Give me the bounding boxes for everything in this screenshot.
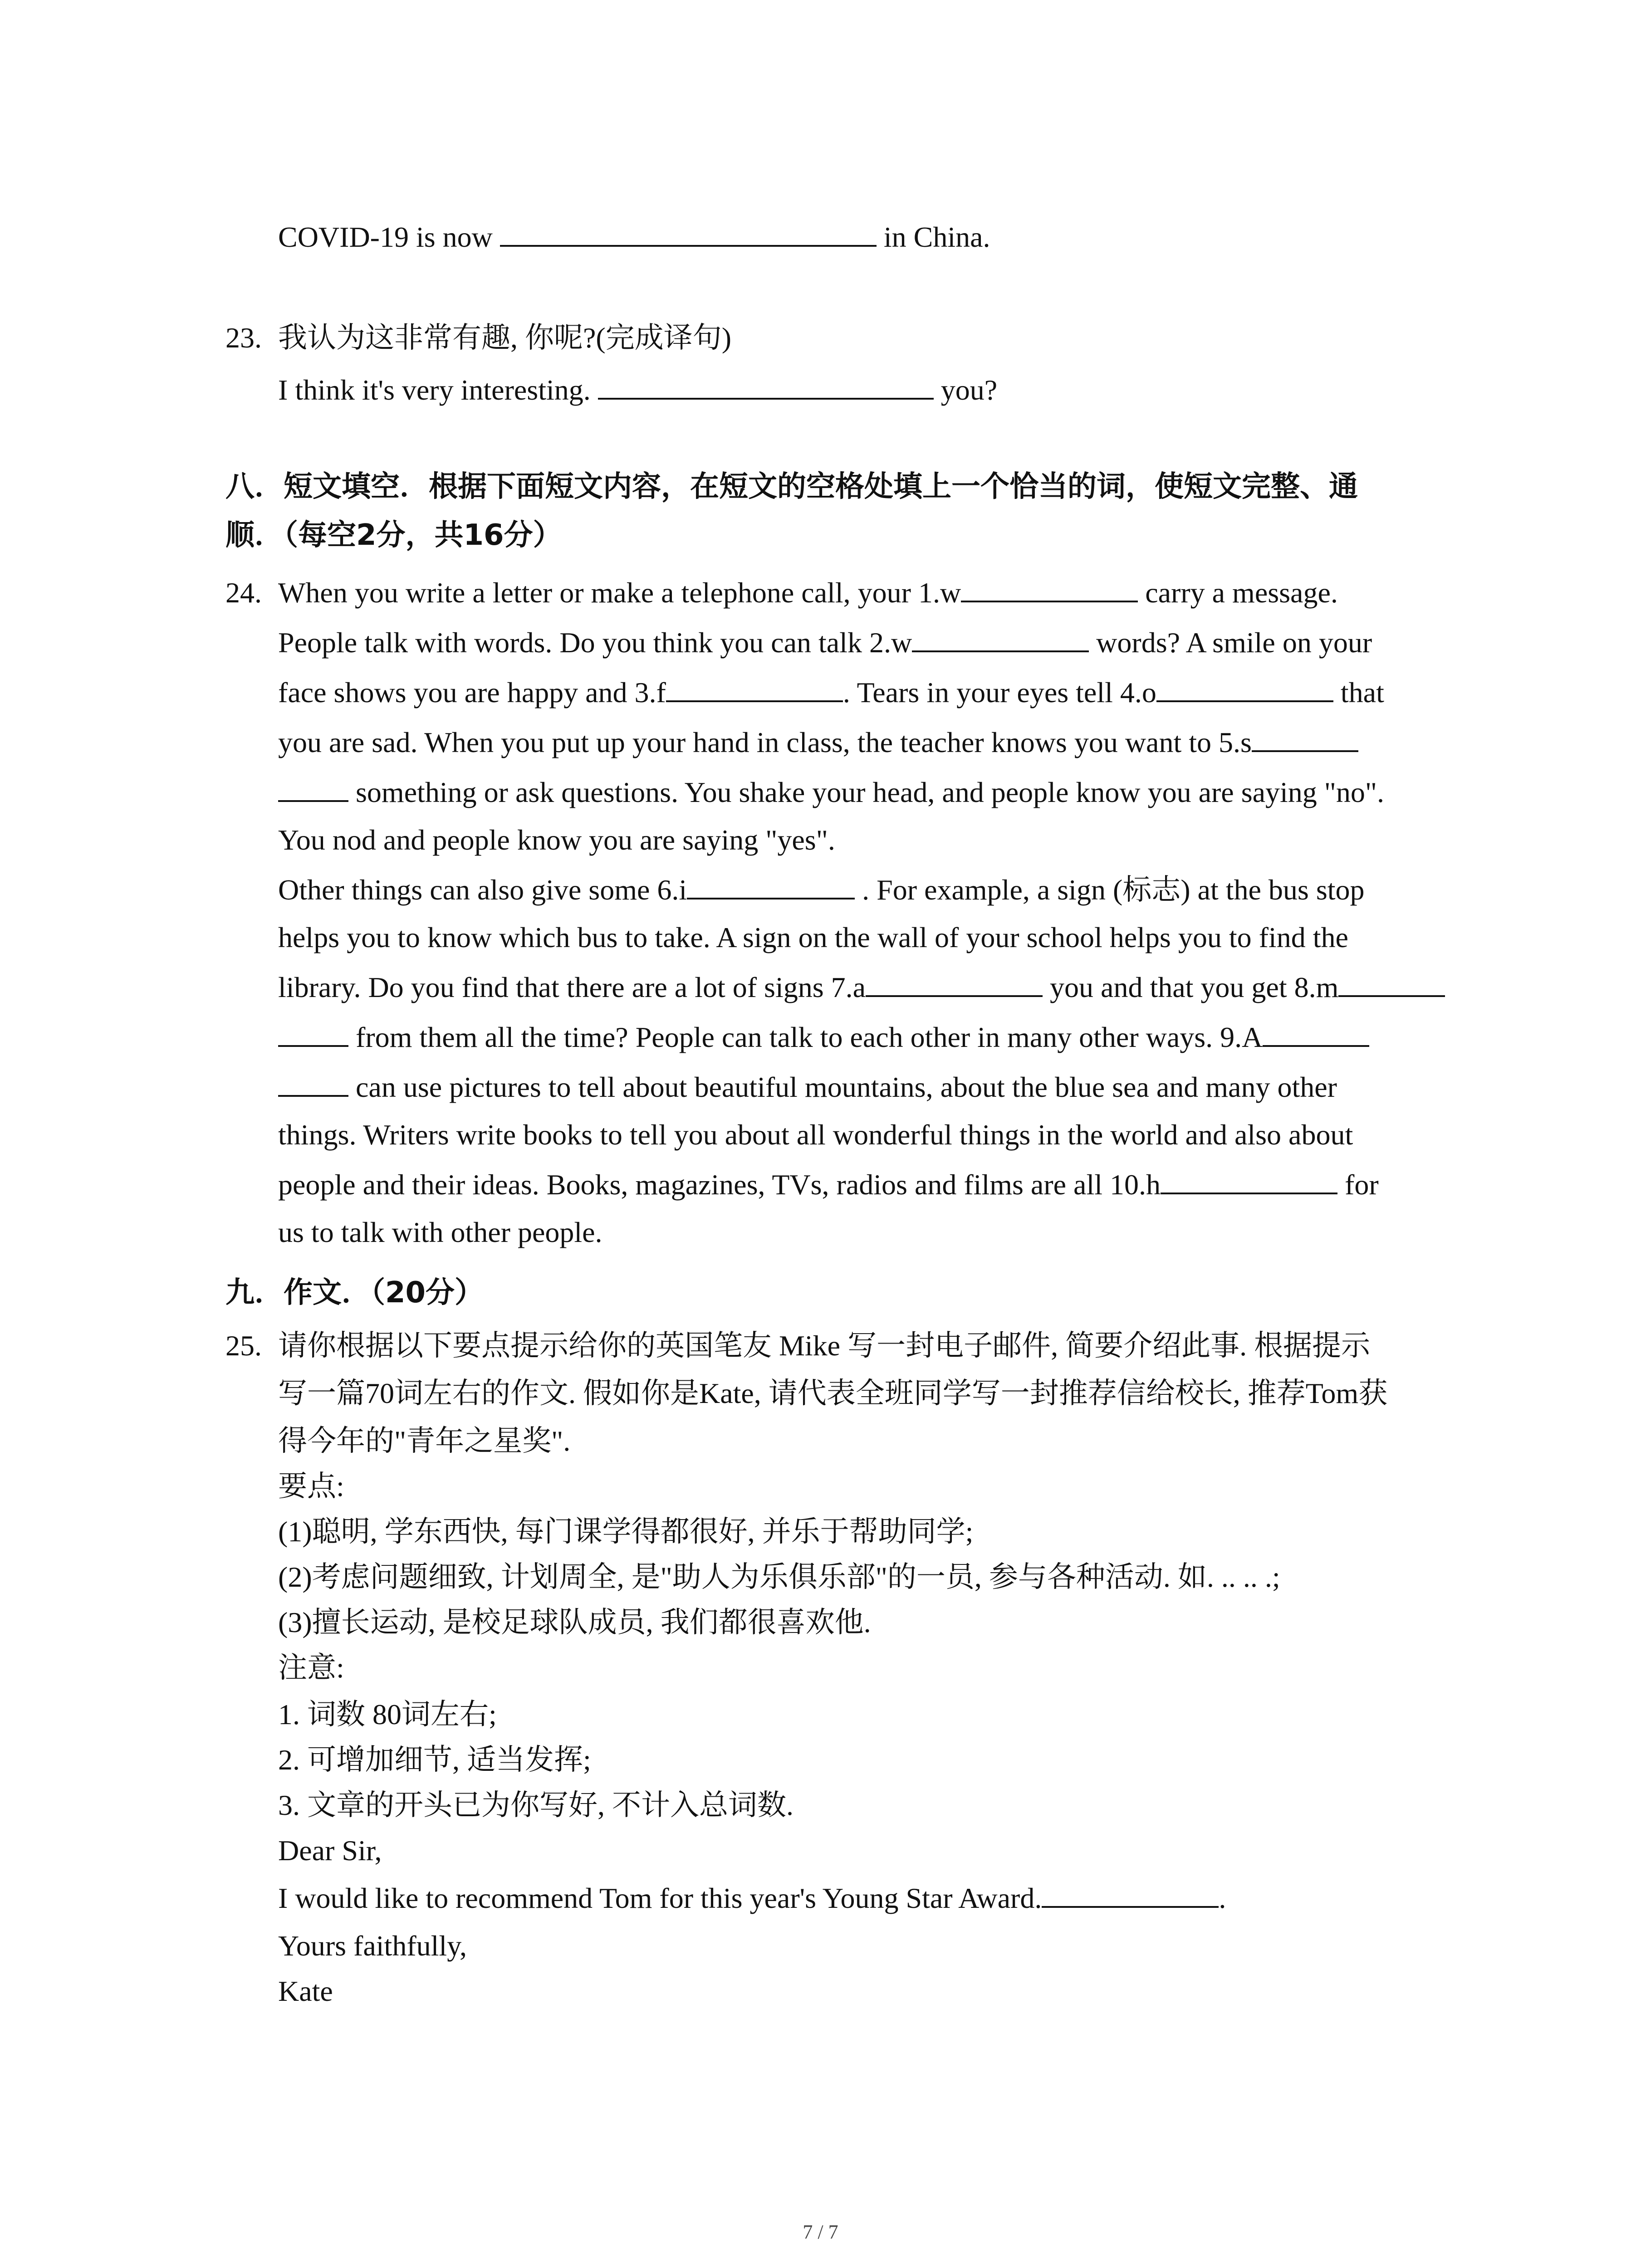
q25-point-1: (1)聪明, 学东西快, 每门课学得都很好, 并乐于帮助同学;: [278, 1515, 974, 1548]
q24-text: carry a message.: [1145, 577, 1338, 609]
q24-text: something or ask questions. You shake your head, and people know you are saying "no".: [356, 776, 1385, 808]
q25-point-3: (3)擅长运动, 是校足球队成员, 我们都很喜欢他.: [278, 1606, 871, 1638]
q25-body: [278, 1878, 1226, 1919]
q24-blank-6[interactable]: [687, 870, 855, 899]
q24-line-3: [278, 672, 1384, 713]
section-8-heading-line2: 顺．（每空2分，共16分）: [225, 518, 562, 552]
q25-essay-blank[interactable]: [1042, 1878, 1219, 1908]
section-9-heading: 九．作文．（20分）: [225, 1276, 484, 1310]
q23-blank[interactable]: [598, 370, 934, 400]
q24-blank-5b[interactable]: [278, 772, 348, 802]
q24-line-11: [278, 1067, 1337, 1108]
q24-line-5: [278, 772, 1384, 813]
q24-line-14: us to talk with other people.: [278, 1216, 603, 1248]
q24-text: words? A smile on your: [1096, 626, 1372, 659]
q25-points-label: 要点:: [278, 1470, 344, 1502]
q24-line-4: [278, 722, 1358, 763]
q24-blank-4[interactable]: [1156, 672, 1333, 702]
q24-blank-10[interactable]: [1161, 1164, 1337, 1194]
q24-line-9: [278, 967, 1445, 1008]
q25-closing: Yours faithfully,: [278, 1930, 467, 1962]
q24-text: that: [1340, 676, 1384, 709]
q22-sentence: [278, 217, 990, 258]
q24-blank-1[interactable]: [961, 572, 1138, 602]
q24-text: . Tears in your eyes tell 4.o: [843, 676, 1156, 709]
q24-blank-7[interactable]: [866, 967, 1043, 997]
q24-line-12: things. Writers write books to tell you about all wonderful things in the world and also about: [278, 1119, 1353, 1151]
q22-text-before: COVID-19 is now: [278, 221, 493, 253]
q24-blank-3[interactable]: [666, 672, 843, 702]
q24-text: face shows you are happy and 3.f: [278, 676, 666, 709]
q22-blank[interactable]: [500, 217, 877, 247]
q25-notes-label: 注意:: [278, 1652, 344, 1684]
q24-number: 24.: [225, 577, 262, 609]
q24-text: When you write a letter or make a telephone call, your 1.w: [278, 577, 961, 609]
q24-blank-8b[interactable]: [278, 1017, 348, 1047]
q24-blank-9a[interactable]: [1263, 1017, 1369, 1047]
q25-number: 25.: [225, 1330, 262, 1362]
q24-line-7: [278, 870, 1365, 910]
q25-signature: Kate: [278, 1975, 333, 2007]
q23-text-before: I think it's very interesting.: [278, 374, 591, 406]
q24-text: Other things can also give some 6.i: [278, 874, 687, 906]
q24-blank-2[interactable]: [912, 622, 1089, 652]
section-8-heading-line1: 八．短文填空．根据下面短文内容，在短文的空格处填上一个恰当的词，使短文完整、通: [225, 470, 1358, 503]
q23-prompt: 我认为这非常有趣, 你呢?(完成译句): [278, 322, 732, 354]
q25-note-2: 2. 可增加细节, 适当发挥;: [278, 1744, 591, 1776]
q24-line-8: helps you to know which bus to take. A sign on the wall of your school helps you to find the: [278, 921, 1348, 953]
q25-greeting: Dear Sir,: [278, 1834, 382, 1867]
q24-blank-8a[interactable]: [1338, 967, 1445, 997]
q24-text: can use pictures to tell about beautiful mountains, about the blue sea and many other: [356, 1071, 1337, 1103]
q24-blank-9b[interactable]: [278, 1067, 348, 1097]
q25-note-3: 3. 文章的开头已为你写好, 不计入总词数.: [278, 1789, 794, 1821]
q24-text: you and that you get 8.m: [1050, 971, 1339, 1003]
q25-body-text: I would like to recommend Tom for this year's Young Star Award.: [278, 1882, 1042, 1914]
q24-line-6: You nod and people know you are saying "yes".: [278, 824, 835, 856]
q24-blank-5a[interactable]: [1252, 722, 1358, 752]
q24-text: for: [1345, 1168, 1379, 1201]
q25-note-1: 1. 词数 80词左右;: [278, 1698, 497, 1730]
q23-number: 23.: [225, 322, 262, 354]
q24-line-13: [278, 1164, 1379, 1205]
q25-instruction-2: 写一篇70词左右的作文. 假如你是Kate, 请代表全班同学写一封推荐信给校长, 推荐Tom获: [278, 1377, 1388, 1409]
q23-text-after: you?: [941, 374, 998, 406]
q24-text: . For example, a sign (标志) at the bus stop: [862, 874, 1365, 906]
q24-line-10: [278, 1017, 1369, 1058]
q24-text: library. Do you find that there are a lot of signs 7.a: [278, 971, 866, 1003]
q25-body-end: .: [1219, 1882, 1226, 1914]
q24-text: you are sad. When you put up your hand in class, the teacher knows you want to 5.s: [278, 726, 1252, 758]
q24-line-1: [278, 572, 1338, 613]
q25-instruction-1: 请你根据以下要点提示给你的英国笔友 Mike 写一封电子邮件, 简要介绍此事. 根据提示: [278, 1330, 1371, 1362]
q24-text: People talk with words. Do you think you can talk 2.w: [278, 626, 912, 659]
q24-text: from them all the time? People can talk to each other in many other ways. 9.A: [356, 1021, 1263, 1053]
q24-text: people and their ideas. Books, magazines, TVs, radios and films are all 10.h: [278, 1168, 1161, 1201]
q25-instruction-3: 得今年的"青年之星奖".: [278, 1425, 571, 1457]
page-number: 7 / 7: [803, 2221, 838, 2243]
q25-point-2: (2)考虑问题细致, 计划周全, 是"助人为乐俱乐部"的一员, 参与各种活动. 如. .. .. .;: [278, 1561, 1280, 1593]
q24-line-2: [278, 622, 1372, 663]
q23-sentence: [278, 370, 997, 411]
q22-text-after: in China.: [883, 221, 990, 253]
